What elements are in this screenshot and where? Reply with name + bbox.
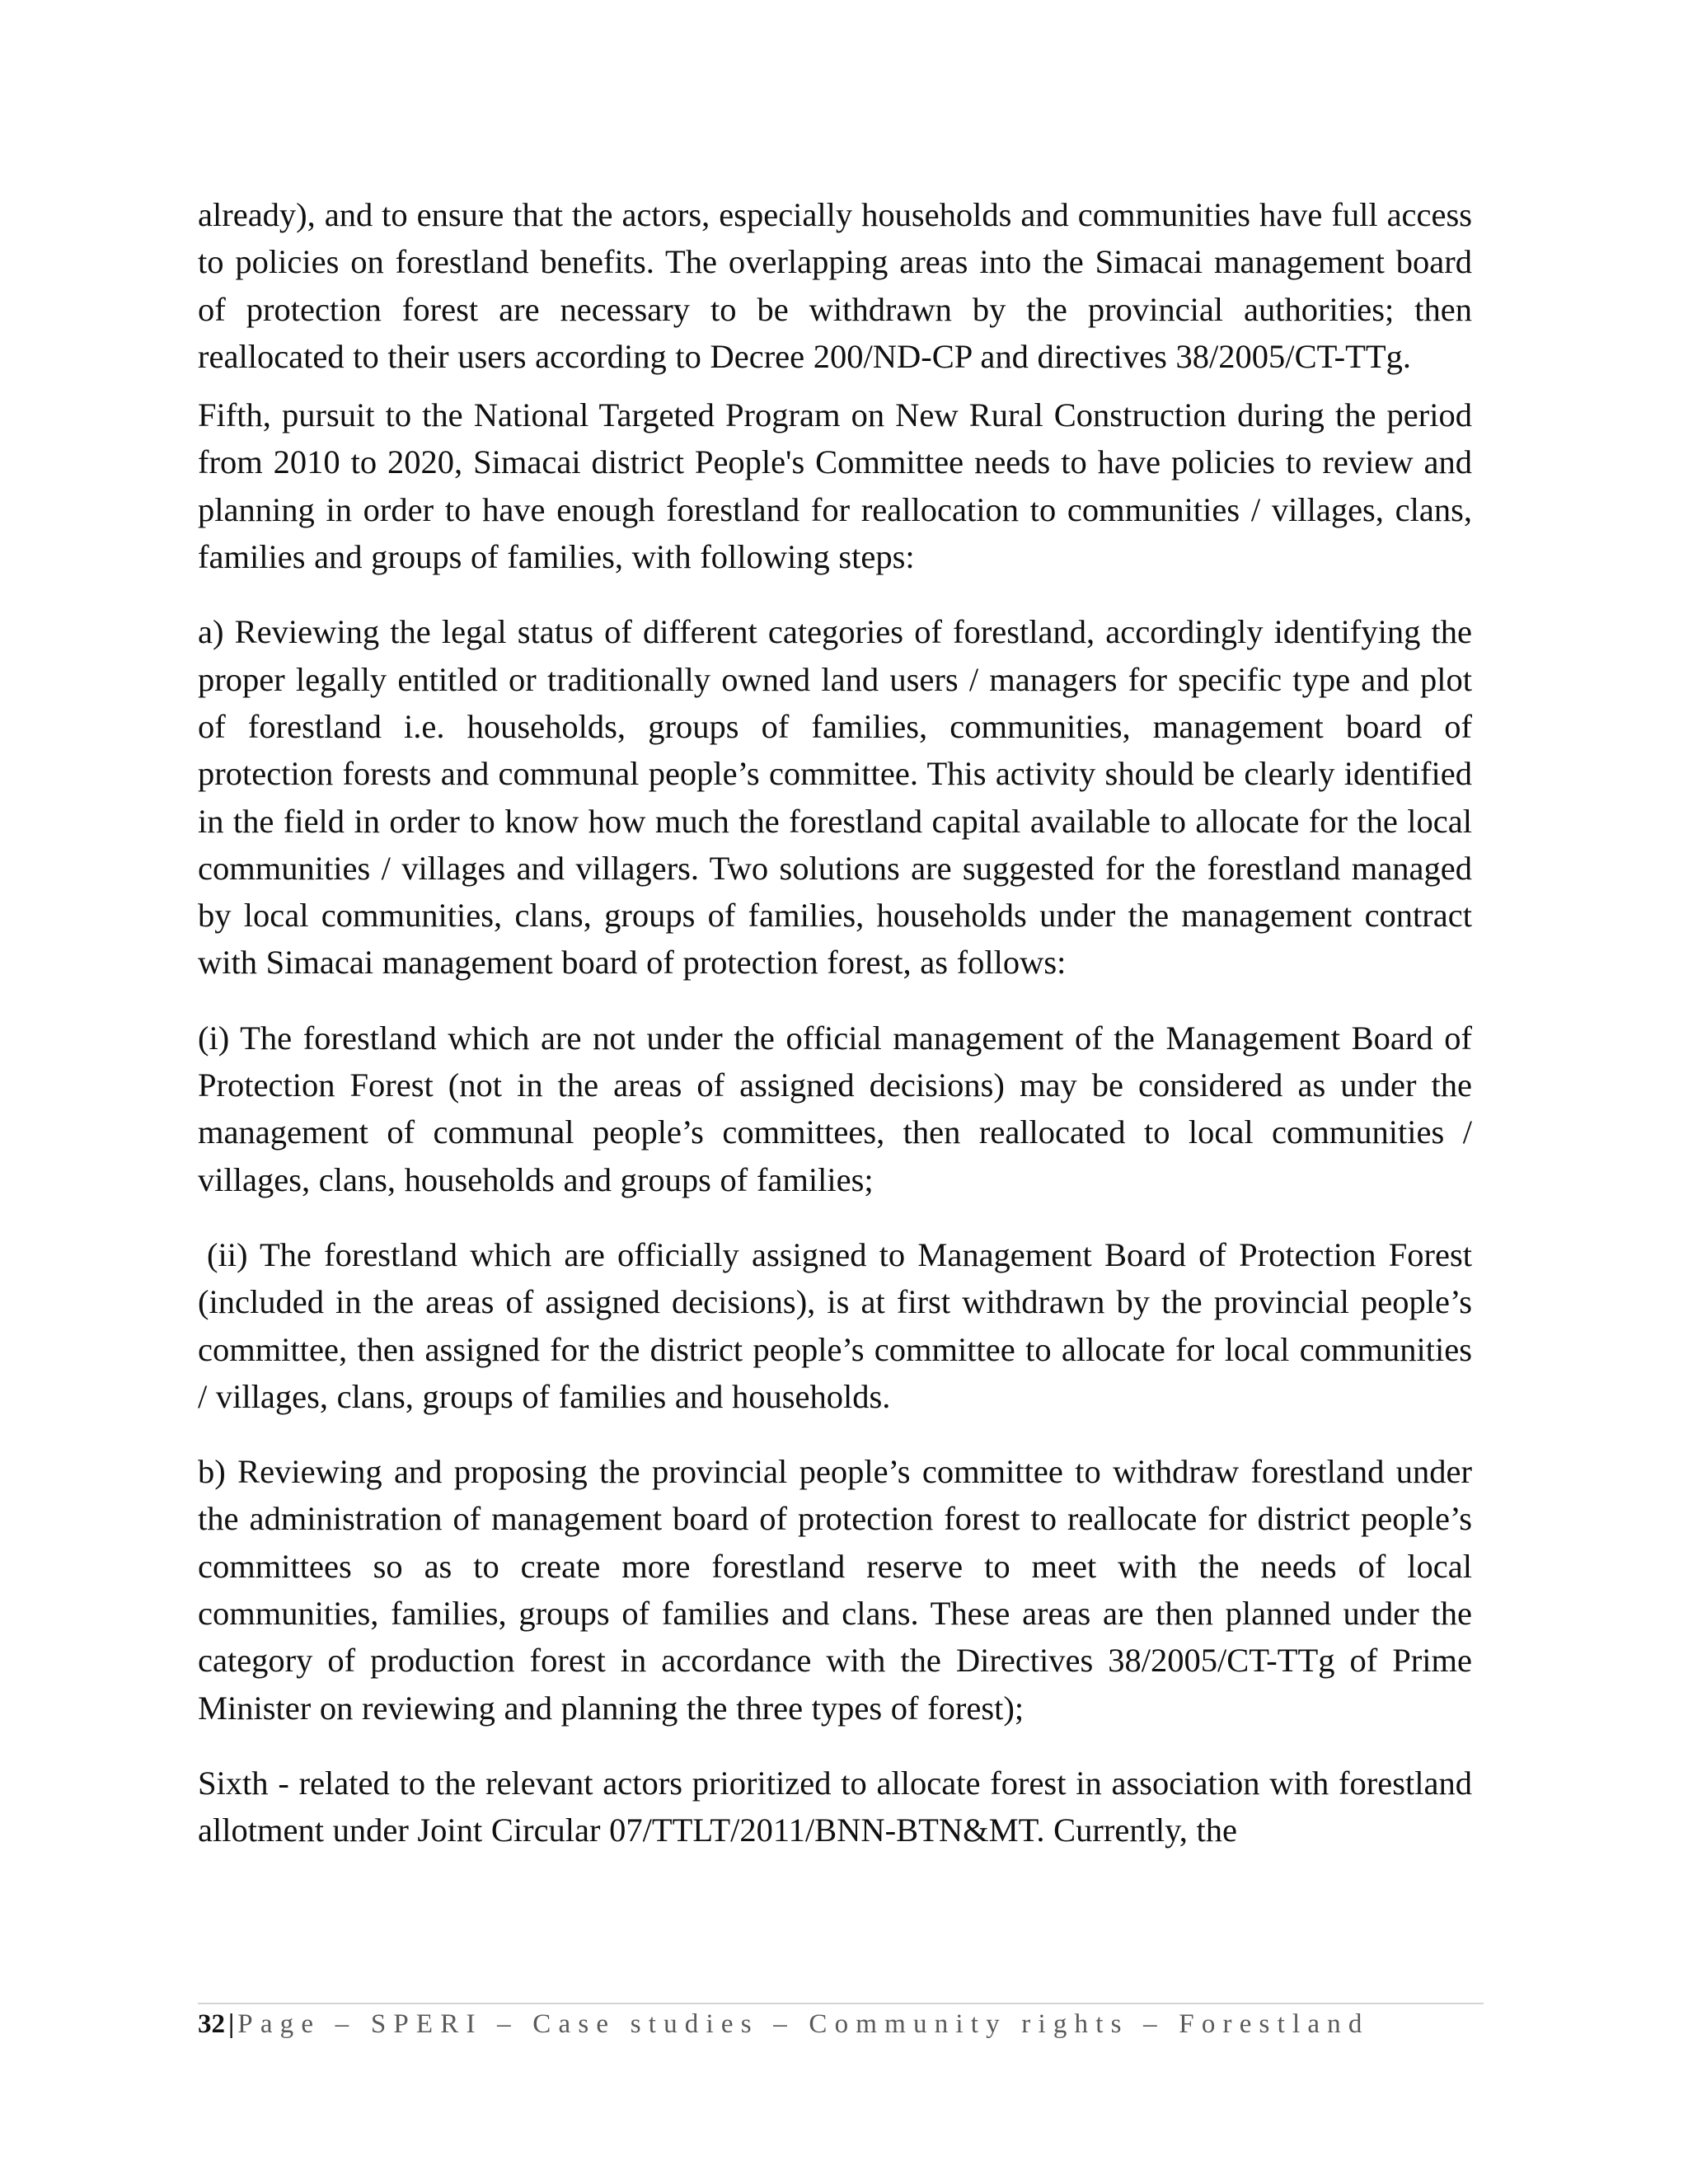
- paragraph-sixth: Sixth - related to the relevant actors prioritized to allocate forest in association with forestland allotment under Joint Circular 07/TTLT/2011/BNN-BTN&MT. Currently, the: [198, 1764, 1472, 1849]
- page-footer: [198, 2008, 1517, 2041]
- paragraph-solution-ii: (ii) The forestland which are officially assigned to Management Board of Protection Forest (included in the areas of assigned decisions), is at first withdrawn by the provincial people’s committee, then assigned for the district people’s committee to allocate for local communities / villages, clans, groups of families and households.: [198, 1235, 1472, 1415]
- paragraph-solution-i: (i) The forestland which are not under the official management of the Management Board of Protection Forest (not in the areas of assigned decisions) may be considered as under the management of communal people’s committees, then reallocated to local communities / villages, clans, households and groups of families;: [198, 1019, 1472, 1198]
- footer-divider: [198, 2003, 1484, 2004]
- page-number: 32: [198, 2009, 225, 2039]
- paragraph-step-a: a) Reviewing the legal status of different categories of forestland, accordingly identifying the proper legally entitled or traditionally owned land users / managers for specific type and plot of forestland i.e. households, groups of families, communities, management board of protection forests and communal people’s committee. This activity should be clearly identified in the field in order to know how much the forestland capital available to allocate for the local communities / villages and villagers. Two solutions are suggested for the forestland managed by local communities, clans, groups of families, households under the management contract with Simacai management board of protection forest, as follows:: [198, 613, 1472, 982]
- body-text: [198, 191, 1472, 1854]
- footer-separator: |: [228, 2009, 235, 2039]
- footer-title: Page – SPERI – Case studies – Community rights – Forestland: [237, 2009, 1370, 2039]
- paragraph-continuation: already), and to ensure that the actors, especially households and communities have full access to policies on forestland benefits. The overlapping areas into the Simacai management board of protection forest are necessary to be withdrawn by the provincial authorities; then reallocated to their users according to Decree 200/ND-CP and directives 38/2005/CT-TTg.: [198, 196, 1472, 375]
- paragraph-fifth: Fifth, pursuit to the National Targeted Program on New Rural Construction during the period from 2010 to 2020, Simacai district People's Committee needs to have policies to review and planning in order to have enough forestland for reallocation to communities / villages, clans, families and groups of families, with following steps:: [198, 396, 1472, 576]
- paragraph-step-b: b) Reviewing and proposing the provincial people’s committee to withdraw forestland under the administration of management board of protection forest to reallocate for district people’s committees so as to create more forestland reserve to meet with the needs of local communities, families, groups of families and clans. These areas are then planned under the category of production forest in accordance with the Directives 38/2005/CT-TTg of Prime Minister on reviewing and planning the three types of forest);: [198, 1453, 1472, 1727]
